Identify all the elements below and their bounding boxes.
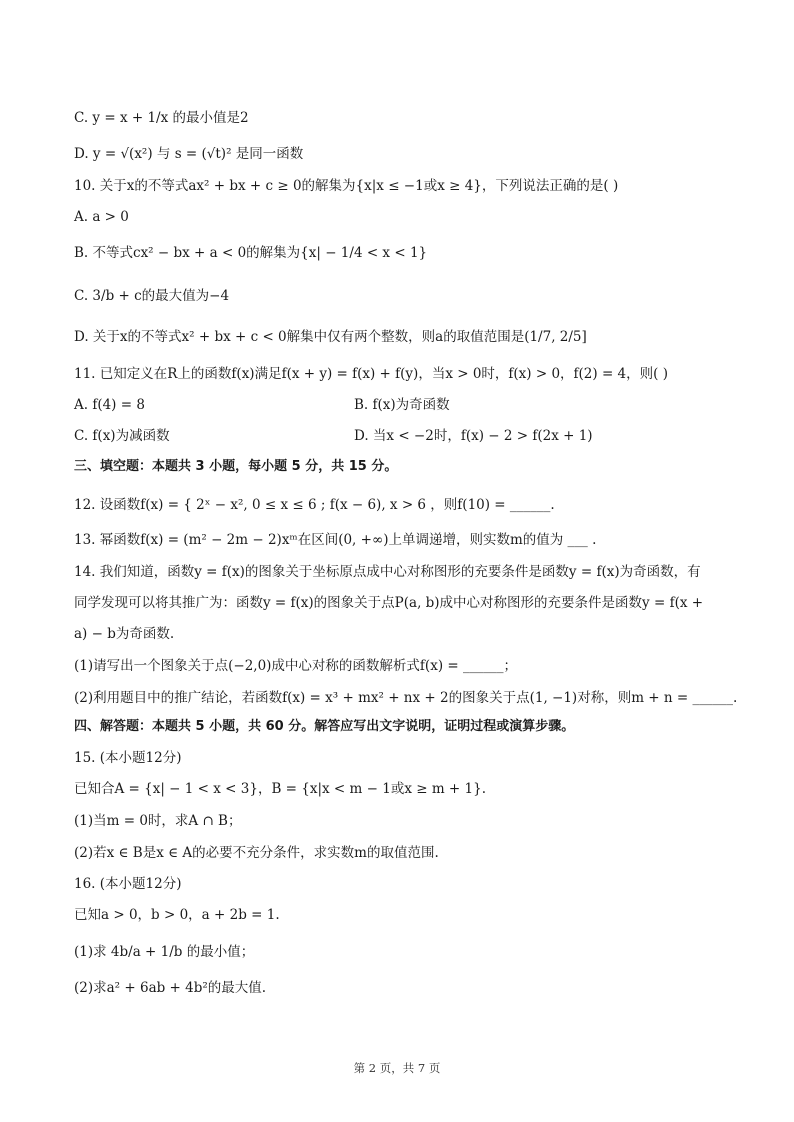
option-q11-d: D. 当x < −2时，f(x) − 2 > f(2x + 1) xyxy=(354,428,593,444)
page-footer: 第 2 页，共 7 页 xyxy=(353,1061,441,1075)
question-16-given: 已知a > 0，b > 0，a + 2b = 1. xyxy=(74,907,280,923)
option-q10-c: C. 3/b + c的最大值为−4 xyxy=(74,288,230,304)
question-15-part-1: (1)当m = 0时，求A ∩ B； xyxy=(74,813,242,829)
option-q10-a: A. a > 0 xyxy=(74,209,129,225)
question-14-line-3: a) − b为奇函数. xyxy=(74,626,175,642)
question-15-header: 15. (本小题12分) xyxy=(74,750,182,766)
question-14-part-1: (1)请写出一个图象关于点(−2,0)成中心对称的函数解析式f(x) = ______； xyxy=(74,658,517,674)
question-14-line-1: 14. 我们知道，函数y = f(x)的图象关于坐标原点成中心对称图形的充要条件是函数y = f(x)为奇函数，有 xyxy=(74,564,701,580)
option-q9-c: C. y = x + 1/x 的最小值是2 xyxy=(74,110,249,126)
option-q11-a: A. f(4) = 8 xyxy=(74,397,145,413)
question-15-sets: 已知合A = {x| − 1 < x < 3}，B = {x|x < m − 1或x ≥ m + 1}. xyxy=(74,781,486,797)
option-q10-d: D. 关于x的不等式x² + bx + c < 0解集中仅有两个整数，则a的取值范围是(1/7, 2/5] xyxy=(74,329,587,345)
question-14-part-2: (2)利用题目中的推广结论，若函数f(x) = x³ + mx² + nx + 2的图象关于点(1, −1)对称，则m + n = ______. xyxy=(74,690,738,706)
option-q10-b: B. 不等式cx² − bx + a < 0的解集为{x| − 1/4 < x < 1} xyxy=(74,245,428,261)
section-4-heading: 四、解答题：本题共 5 小题，共 60 分。解答应写出文字说明，证明过程或演算步骤。 xyxy=(74,719,575,734)
question-15-part-2: (2)若x ∈ B是x ∈ A的必要不充分条件，求实数m的取值范围. xyxy=(74,845,439,861)
question-13: 13. 幂函数f(x) = (m² − 2m − 2)xᵐ在区间(0, +∞)上单调递增，则实数m的值为 ___ . xyxy=(74,532,597,548)
question-16-part-2: (2)求a² + 6ab + 4b²的最大值. xyxy=(74,980,267,996)
question-16-header: 16. (本小题12分) xyxy=(74,876,182,892)
question-10: 10. 关于x的不等式ax² + bx + c ≥ 0的解集为{x|x ≤ −1或x ≥ 4}，下列说法正确的是( ) xyxy=(74,178,619,194)
option-q11-c: C. f(x)为减函数 xyxy=(74,428,170,444)
option-q9-d: D. y = √(x²) 与 s = (√t)² 是同一函数 xyxy=(74,146,304,162)
option-q11-b: B. f(x)为奇函数 xyxy=(354,397,450,413)
question-16-part-1: (1)求 4b/a + 1/b 的最小值； xyxy=(74,944,255,960)
question-12: 12. 设函数f(x) = { 2ˣ − x², 0 ≤ x ≤ 6 ; f(x − 6), x > 6 ，则f(10) = ______. xyxy=(74,497,555,513)
question-11: 11. 已知定义在R上的函数f(x)满足f(x + y) = f(x) + f(y)，当x > 0时，f(x) > 0，f(2) = 4，则( ) xyxy=(74,366,668,382)
section-3-heading: 三、填空题：本题共 3 小题，每小题 5 分，共 15 分。 xyxy=(74,459,398,474)
question-14-line-2: 同学发现可以将其推广为：函数y = f(x)的图象关于点P(a, b)成中心对称图形的充要条件是函数y = f(x + xyxy=(74,595,704,611)
